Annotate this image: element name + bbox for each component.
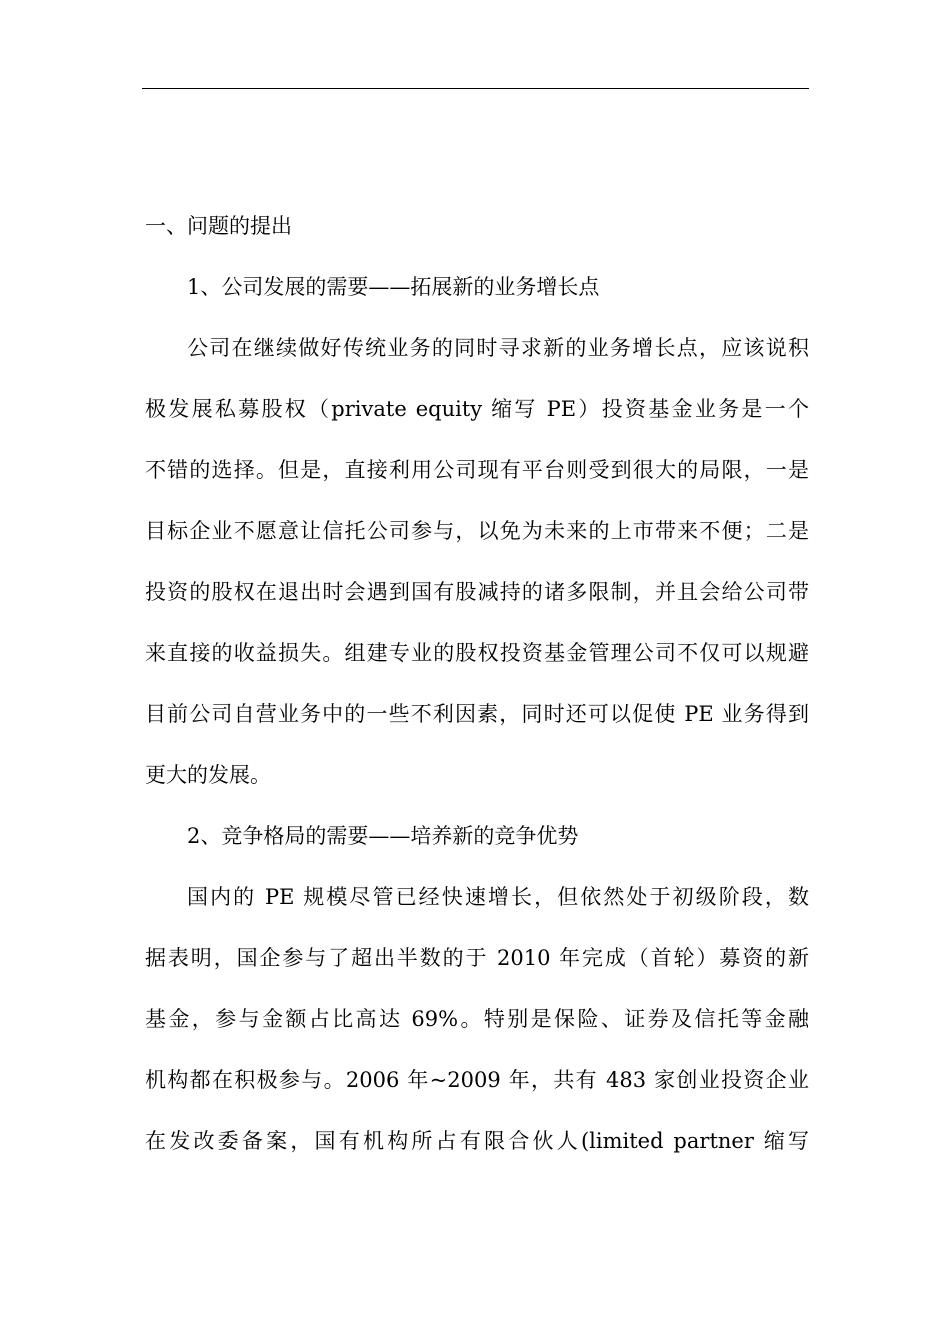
- text-line: 目标企业不愿意让信托公司参与，以免为未来的上市带来不便；二是: [145, 519, 809, 543]
- text-line: 投资的股权在退出时会遇到国有股减持的诸多限制，并且会给公司带: [145, 580, 809, 604]
- text-line: 机构都在积极参与。2006 年~2009 年，共有 483 家创业投资企业: [145, 1068, 809, 1092]
- text-line: 一、问题的提出: [145, 214, 292, 238]
- text-line: 更大的发展。: [145, 763, 271, 787]
- document-body: [145, 196, 809, 1172]
- text-line: 基金，参与金额占比高达 69%。特别是保险、证券及信托等金融: [145, 1007, 809, 1031]
- text-line: 来直接的收益损失。组建专业的股权投资基金管理公司不仅可以规避: [145, 641, 809, 665]
- text-line: 在发改委备案，国有机构所占有限合伙人(limited partner 缩写: [145, 1129, 809, 1153]
- text-line: 公司在继续做好传统业务的同时寻求新的业务增长点，应该说积: [187, 336, 809, 360]
- text-line: 不错的选择。但是，直接利用公司现有平台则受到很大的局限，一是: [145, 458, 809, 482]
- text-line: 据表明，国企参与了超出半数的于 2010 年完成（首轮）募资的新: [145, 946, 809, 970]
- text-line: 2、竞争格局的需要——培养新的竞争优势: [187, 824, 579, 848]
- text-line: 1、公司发展的需要——拓展新的业务增长点: [187, 275, 600, 299]
- text-line: 目前公司自营业务中的一些不利因素，同时还可以促使 PE 业务得到: [145, 702, 809, 726]
- header-rule: [142, 88, 809, 89]
- text-line: 极发展私募股权（private equity 缩写 PE）投资基金业务是一个: [145, 397, 809, 421]
- text-line: 国内的 PE 规模尽管已经快速增长，但依然处于初级阶段，数: [187, 885, 809, 909]
